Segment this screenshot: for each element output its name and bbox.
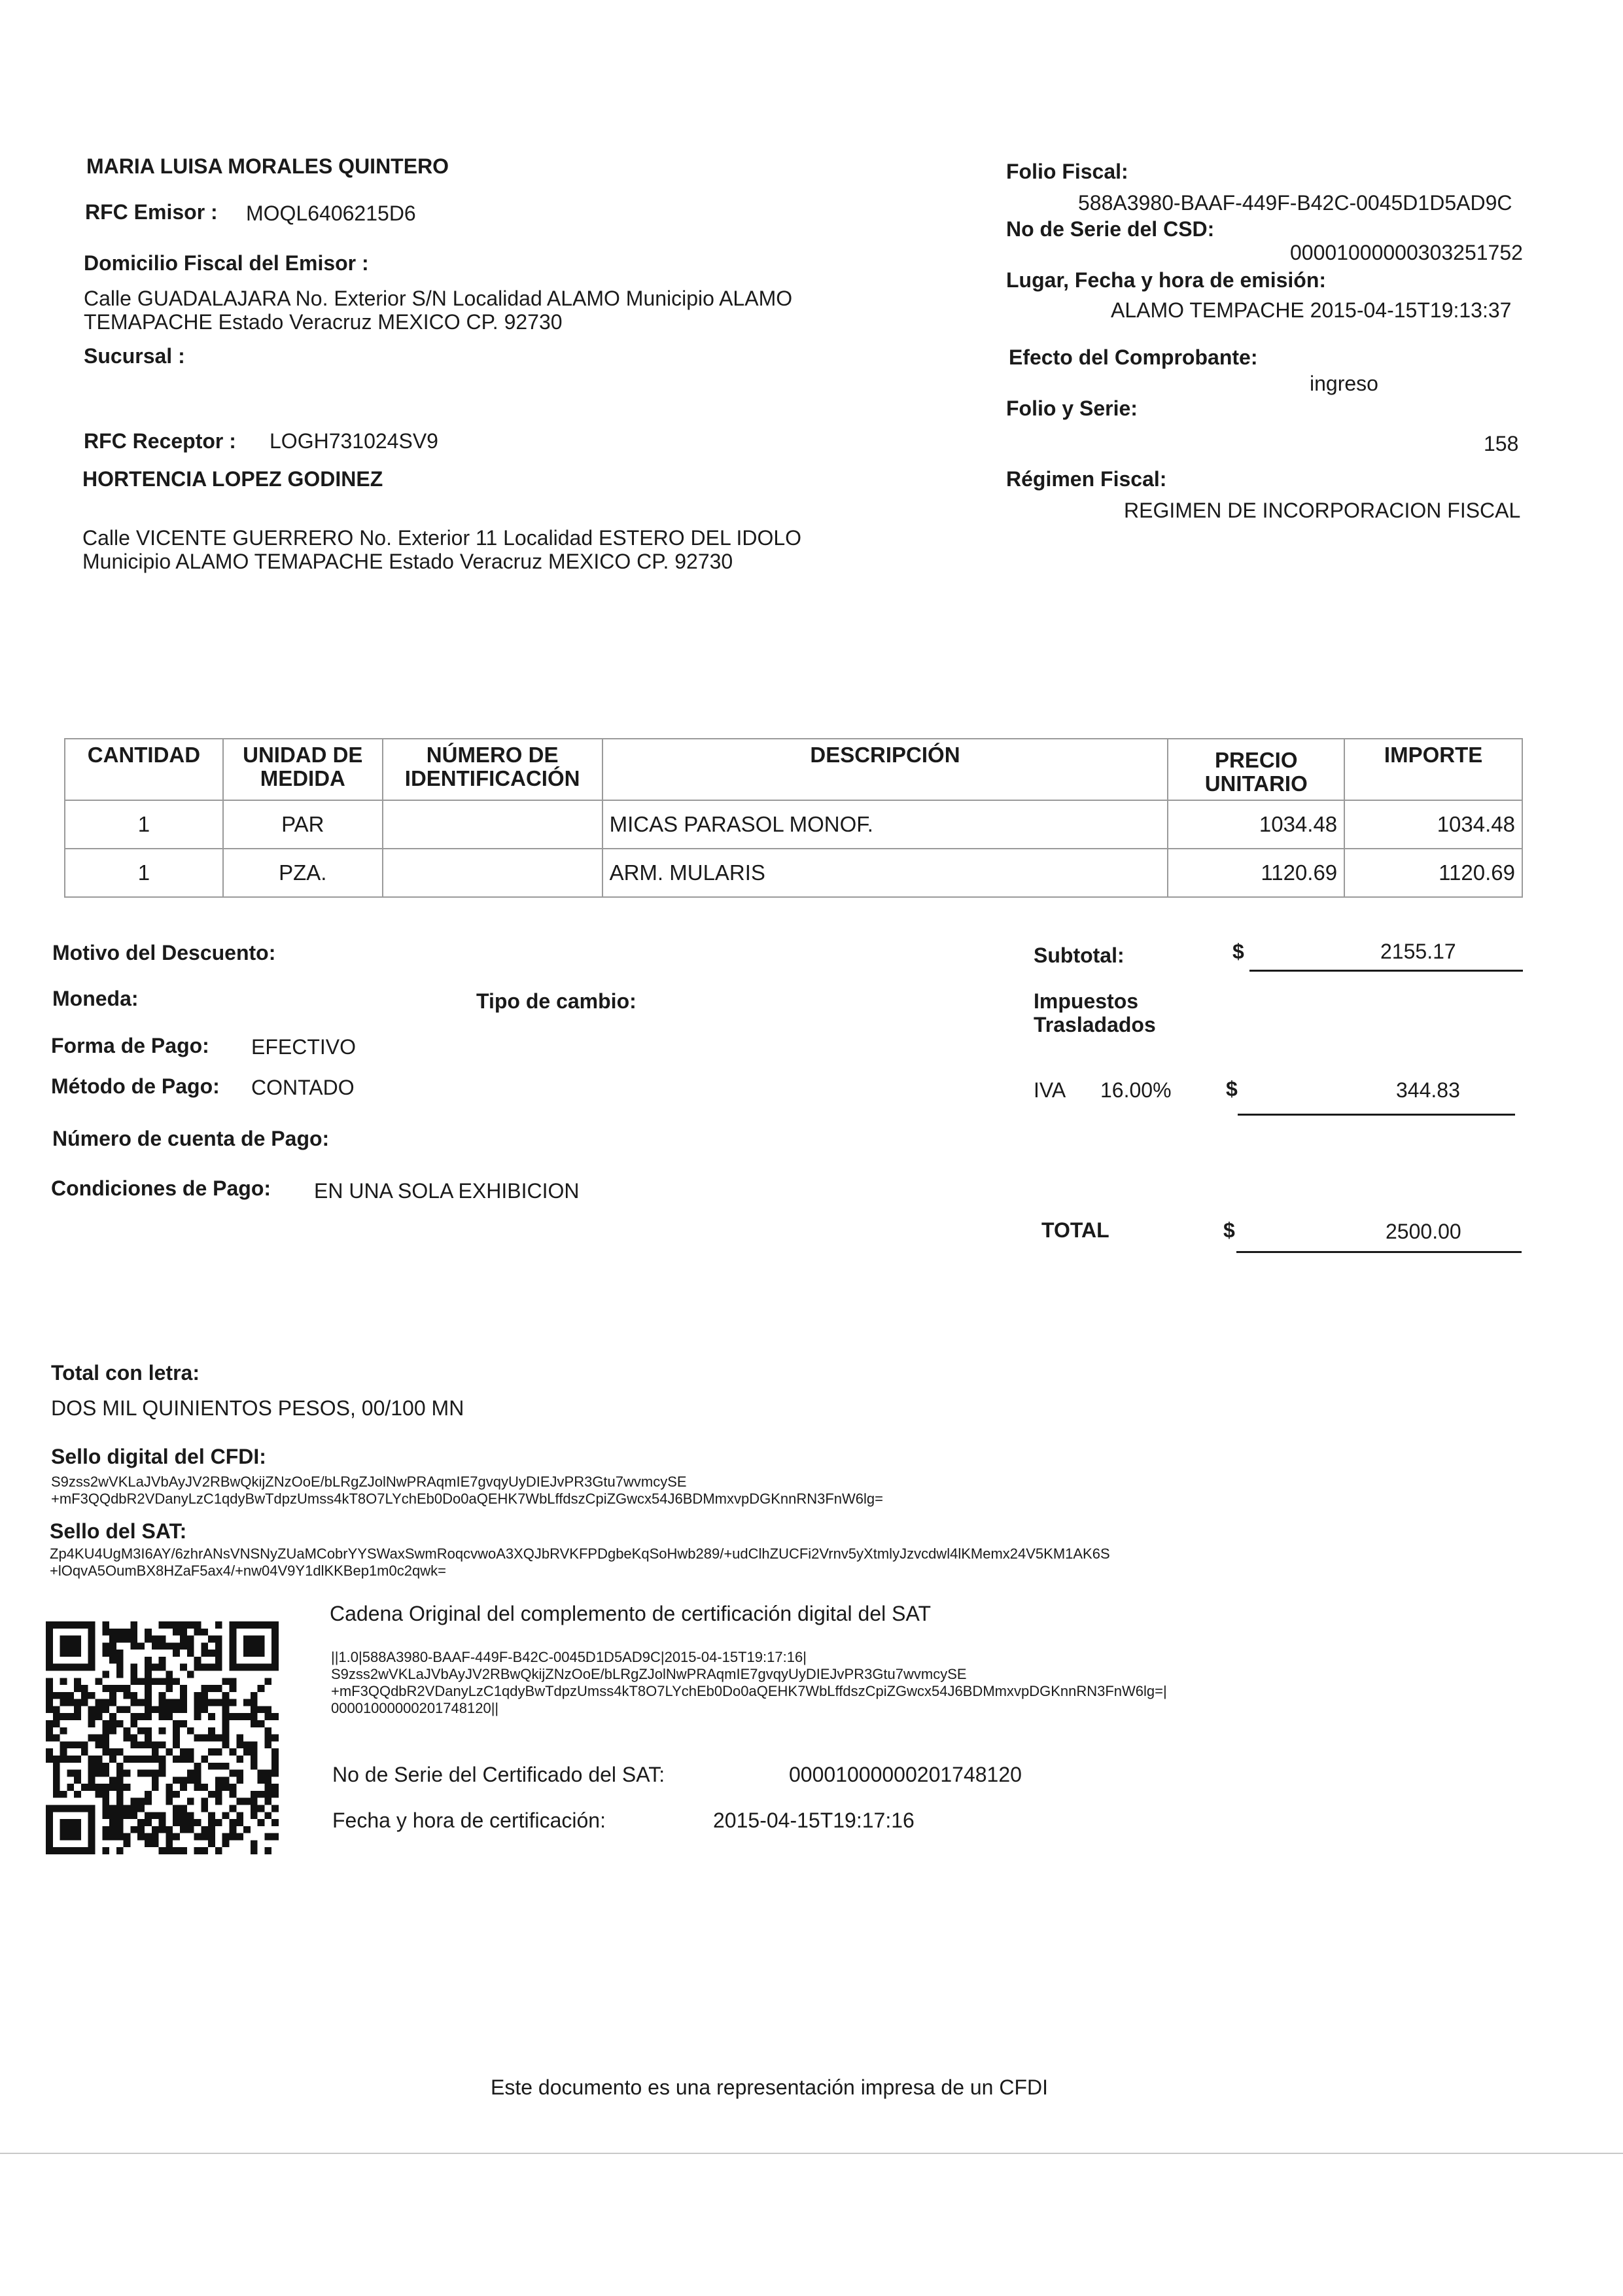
- efecto-label: Efecto del Comprobante:: [1009, 345, 1258, 369]
- sucursal-label: Sucursal :: [84, 344, 185, 368]
- subtotal-value: 2155.17: [1380, 940, 1456, 963]
- moneda-label: Moneda:: [52, 987, 139, 1010]
- serie-csd-value: 00001000000303251752: [1290, 241, 1523, 264]
- lugar-fecha-value: ALAMO TEMPACHE 2015-04-15T19:13:37: [1111, 298, 1512, 322]
- cadena-line2: S9zss2wVKLaJVbAyJV2RBwQkijZNzOoE/bLRgZJolNwPRAqmIE7gvqyUyDIEJvPR3Gtu7wvmcySE: [331, 1666, 967, 1682]
- cell-numero: [383, 800, 602, 849]
- rfc-emisor-value: MOQL6406215D6: [246, 202, 416, 225]
- cadena-line1: ||1.0|588A3980-BAAF-449F-B42C-0045D1D5AD9C|2015-04-15T19:17:16|: [331, 1649, 807, 1665]
- sello-sat-label: Sello del SAT:: [50, 1519, 187, 1543]
- subtotal-label: Subtotal:: [1034, 944, 1125, 967]
- fecha-certificacion-value: 2015-04-15T19:17:16: [713, 1809, 915, 1832]
- domicilio-emisor-line2: TEMAPACHE Estado Veracruz MEXICO CP. 92730: [84, 310, 563, 334]
- cell-importe: 1120.69: [1344, 849, 1522, 897]
- footer-note: Este documento es una representación impresa de un CFDI: [491, 2075, 1049, 2099]
- regimen-value: REGIMEN DE INCORPORACION FISCAL: [1124, 499, 1521, 522]
- domicilio-emisor-line1: Calle GUADALAJARA No. Exterior S/N Localidad ALAMO Municipio ALAMO: [84, 287, 793, 310]
- header-descripcion: DESCRIPCIÓN: [602, 739, 1168, 800]
- subtotal-currency: $: [1232, 940, 1244, 963]
- serie-certificado-label: No de Serie del Certificado del SAT:: [332, 1763, 665, 1786]
- metodo-pago-label: Método de Pago:: [51, 1074, 220, 1098]
- qr-code: [46, 1621, 279, 1854]
- total-underline: [1236, 1251, 1522, 1253]
- header-precio: PRECIO UNITARIO: [1168, 739, 1344, 800]
- cell-cantidad: 1: [65, 849, 223, 897]
- numero-cuenta-label: Número de cuenta de Pago:: [52, 1127, 330, 1150]
- table-row: [65, 849, 1522, 897]
- iva-rate: 16.00%: [1100, 1078, 1172, 1102]
- impuestos-label-2: Trasladados: [1034, 1013, 1156, 1036]
- cell-importe: 1034.48: [1344, 800, 1522, 849]
- lugar-fecha-label: Lugar, Fecha y hora de emisión:: [1006, 268, 1327, 292]
- serie-csd-label: No de Serie del CSD:: [1006, 217, 1215, 241]
- table-header-row: [65, 739, 1522, 800]
- domicilio-receptor-line2: Municipio ALAMO TEMAPACHE Estado Veracruz MEXICO CP. 92730: [82, 550, 733, 573]
- metodo-pago-value: CONTADO: [251, 1076, 355, 1099]
- header-numero: NÚMERO DE IDENTIFICACIÓN: [383, 739, 602, 800]
- folio-serie-value: 158: [1484, 432, 1519, 455]
- cell-cantidad: 1: [65, 800, 223, 849]
- domicilio-receptor-line1: Calle VICENTE GUERRERO No. Exterior 11 Localidad ESTERO DEL IDOLO: [82, 526, 802, 550]
- fecha-certificacion-label: Fecha y hora de certificación:: [332, 1809, 606, 1832]
- sello-cfdi-line2: +mF3QQdbR2VDanyLzC1qdyBwTdpzUmss4kT8O7LYchEb0Do0aQEHK7WbLffdszCpiZGwcx54J6BDMmxvpDGKnnRN3FnW6lg=: [51, 1491, 884, 1507]
- sello-sat-line2: +lOqvA5OumBX8HZaF5ax4/+nw04V9Y1dlKKBep1m0c2qwk=: [50, 1563, 446, 1579]
- total-label: TOTAL: [1041, 1218, 1109, 1242]
- forma-pago-value: EFECTIVO: [251, 1035, 357, 1059]
- iva-underline: [1238, 1114, 1515, 1116]
- iva-label: IVA: [1034, 1078, 1066, 1102]
- total-letra-label: Total con letra:: [51, 1361, 200, 1385]
- cell-unidad: PZA.: [223, 849, 383, 897]
- regimen-label: Régimen Fiscal:: [1006, 467, 1167, 491]
- cadena-line3: +mF3QQdbR2VDanyLzC1qdyBwTdpzUmss4kT8O7LYchEb0Do0aQEHK7WbLffdszCpiZGwcx54J6BDMmxvpDGKnnRN3FnW6lg=|: [331, 1683, 1167, 1699]
- rfc-receptor-value: LOGH731024SV9: [270, 429, 438, 453]
- header-importe: IMPORTE: [1344, 739, 1522, 800]
- condiciones-pago-value: EN UNA SOLA EXHIBICION: [314, 1179, 580, 1203]
- cell-numero: [383, 849, 602, 897]
- items-table: [64, 738, 1523, 898]
- cell-descripcion: MICAS PARASOL MONOF.: [602, 800, 1168, 849]
- receptor-nombre: HORTENCIA LOPEZ GODINEZ: [82, 467, 383, 491]
- subtotal-underline: [1249, 970, 1523, 972]
- iva-value: 344.83: [1396, 1078, 1460, 1102]
- iva-currency: $: [1226, 1077, 1238, 1101]
- tipo-cambio-label: Tipo de cambio:: [476, 989, 637, 1013]
- folio-fiscal-value: 588A3980-BAAF-449F-B42C-0045D1D5AD9C: [1078, 191, 1512, 215]
- cell-unidad: PAR: [223, 800, 383, 849]
- header-unidad: UNIDAD DE MEDIDA: [223, 739, 383, 800]
- total-currency: $: [1223, 1218, 1235, 1242]
- emisor-nombre: MARIA LUISA MORALES QUINTERO: [86, 154, 449, 178]
- total-letra-value: DOS MIL QUINIENTOS PESOS, 00/100 MN: [51, 1396, 464, 1420]
- cell-precio: 1034.48: [1168, 800, 1344, 849]
- rfc-emisor-label: RFC Emisor :: [85, 200, 218, 224]
- total-value: 2500.00: [1386, 1220, 1461, 1243]
- sello-cfdi-label: Sello digital del CFDI:: [51, 1445, 266, 1468]
- forma-pago-label: Forma de Pago:: [51, 1034, 209, 1057]
- header-cantidad: CANTIDAD: [65, 739, 223, 800]
- cell-descripcion: ARM. MULARIS: [602, 849, 1168, 897]
- rfc-receptor-label: RFC Receptor :: [84, 429, 236, 453]
- folio-fiscal-label: Folio Fiscal:: [1006, 160, 1128, 183]
- cadena-title: Cadena Original del complemento de certificación digital del SAT: [330, 1602, 931, 1625]
- impuestos-label-1: Impuestos: [1034, 989, 1139, 1013]
- domicilio-emisor-label: Domicilio Fiscal del Emisor :: [84, 251, 369, 275]
- sello-cfdi-line1: S9zss2wVKLaJVbAyJV2RBwQkijZNzOoE/bLRgZJolNwPRAqmIE7gvqyUyDIEJvPR3Gtu7wvmcySE: [51, 1474, 687, 1490]
- motivo-descuento-label: Motivo del Descuento:: [52, 941, 276, 964]
- cell-precio: 1120.69: [1168, 849, 1344, 897]
- efecto-value: ingreso: [1310, 372, 1378, 395]
- cadena-line4: 00001000000201748120||: [331, 1700, 499, 1716]
- folio-serie-label: Folio y Serie:: [1006, 397, 1138, 420]
- page-edge-line: [0, 2153, 1623, 2154]
- table-row: [65, 800, 1522, 849]
- condiciones-pago-label: Condiciones de Pago:: [51, 1176, 271, 1200]
- sello-sat-line1: Zp4KU4UgM3I6AY/6zhrANsVNSNyZUaMCobrYYSWaxSwmRoqcvwoA3XQJbRVKFPDgbeKqSoHwb289/+udClhZUCFi2Vrnv5yXtmlyJzvcdwl4lKMemx24V5KM1AK6S: [50, 1545, 1110, 1562]
- serie-certificado-value: 00001000000201748120: [789, 1763, 1022, 1786]
